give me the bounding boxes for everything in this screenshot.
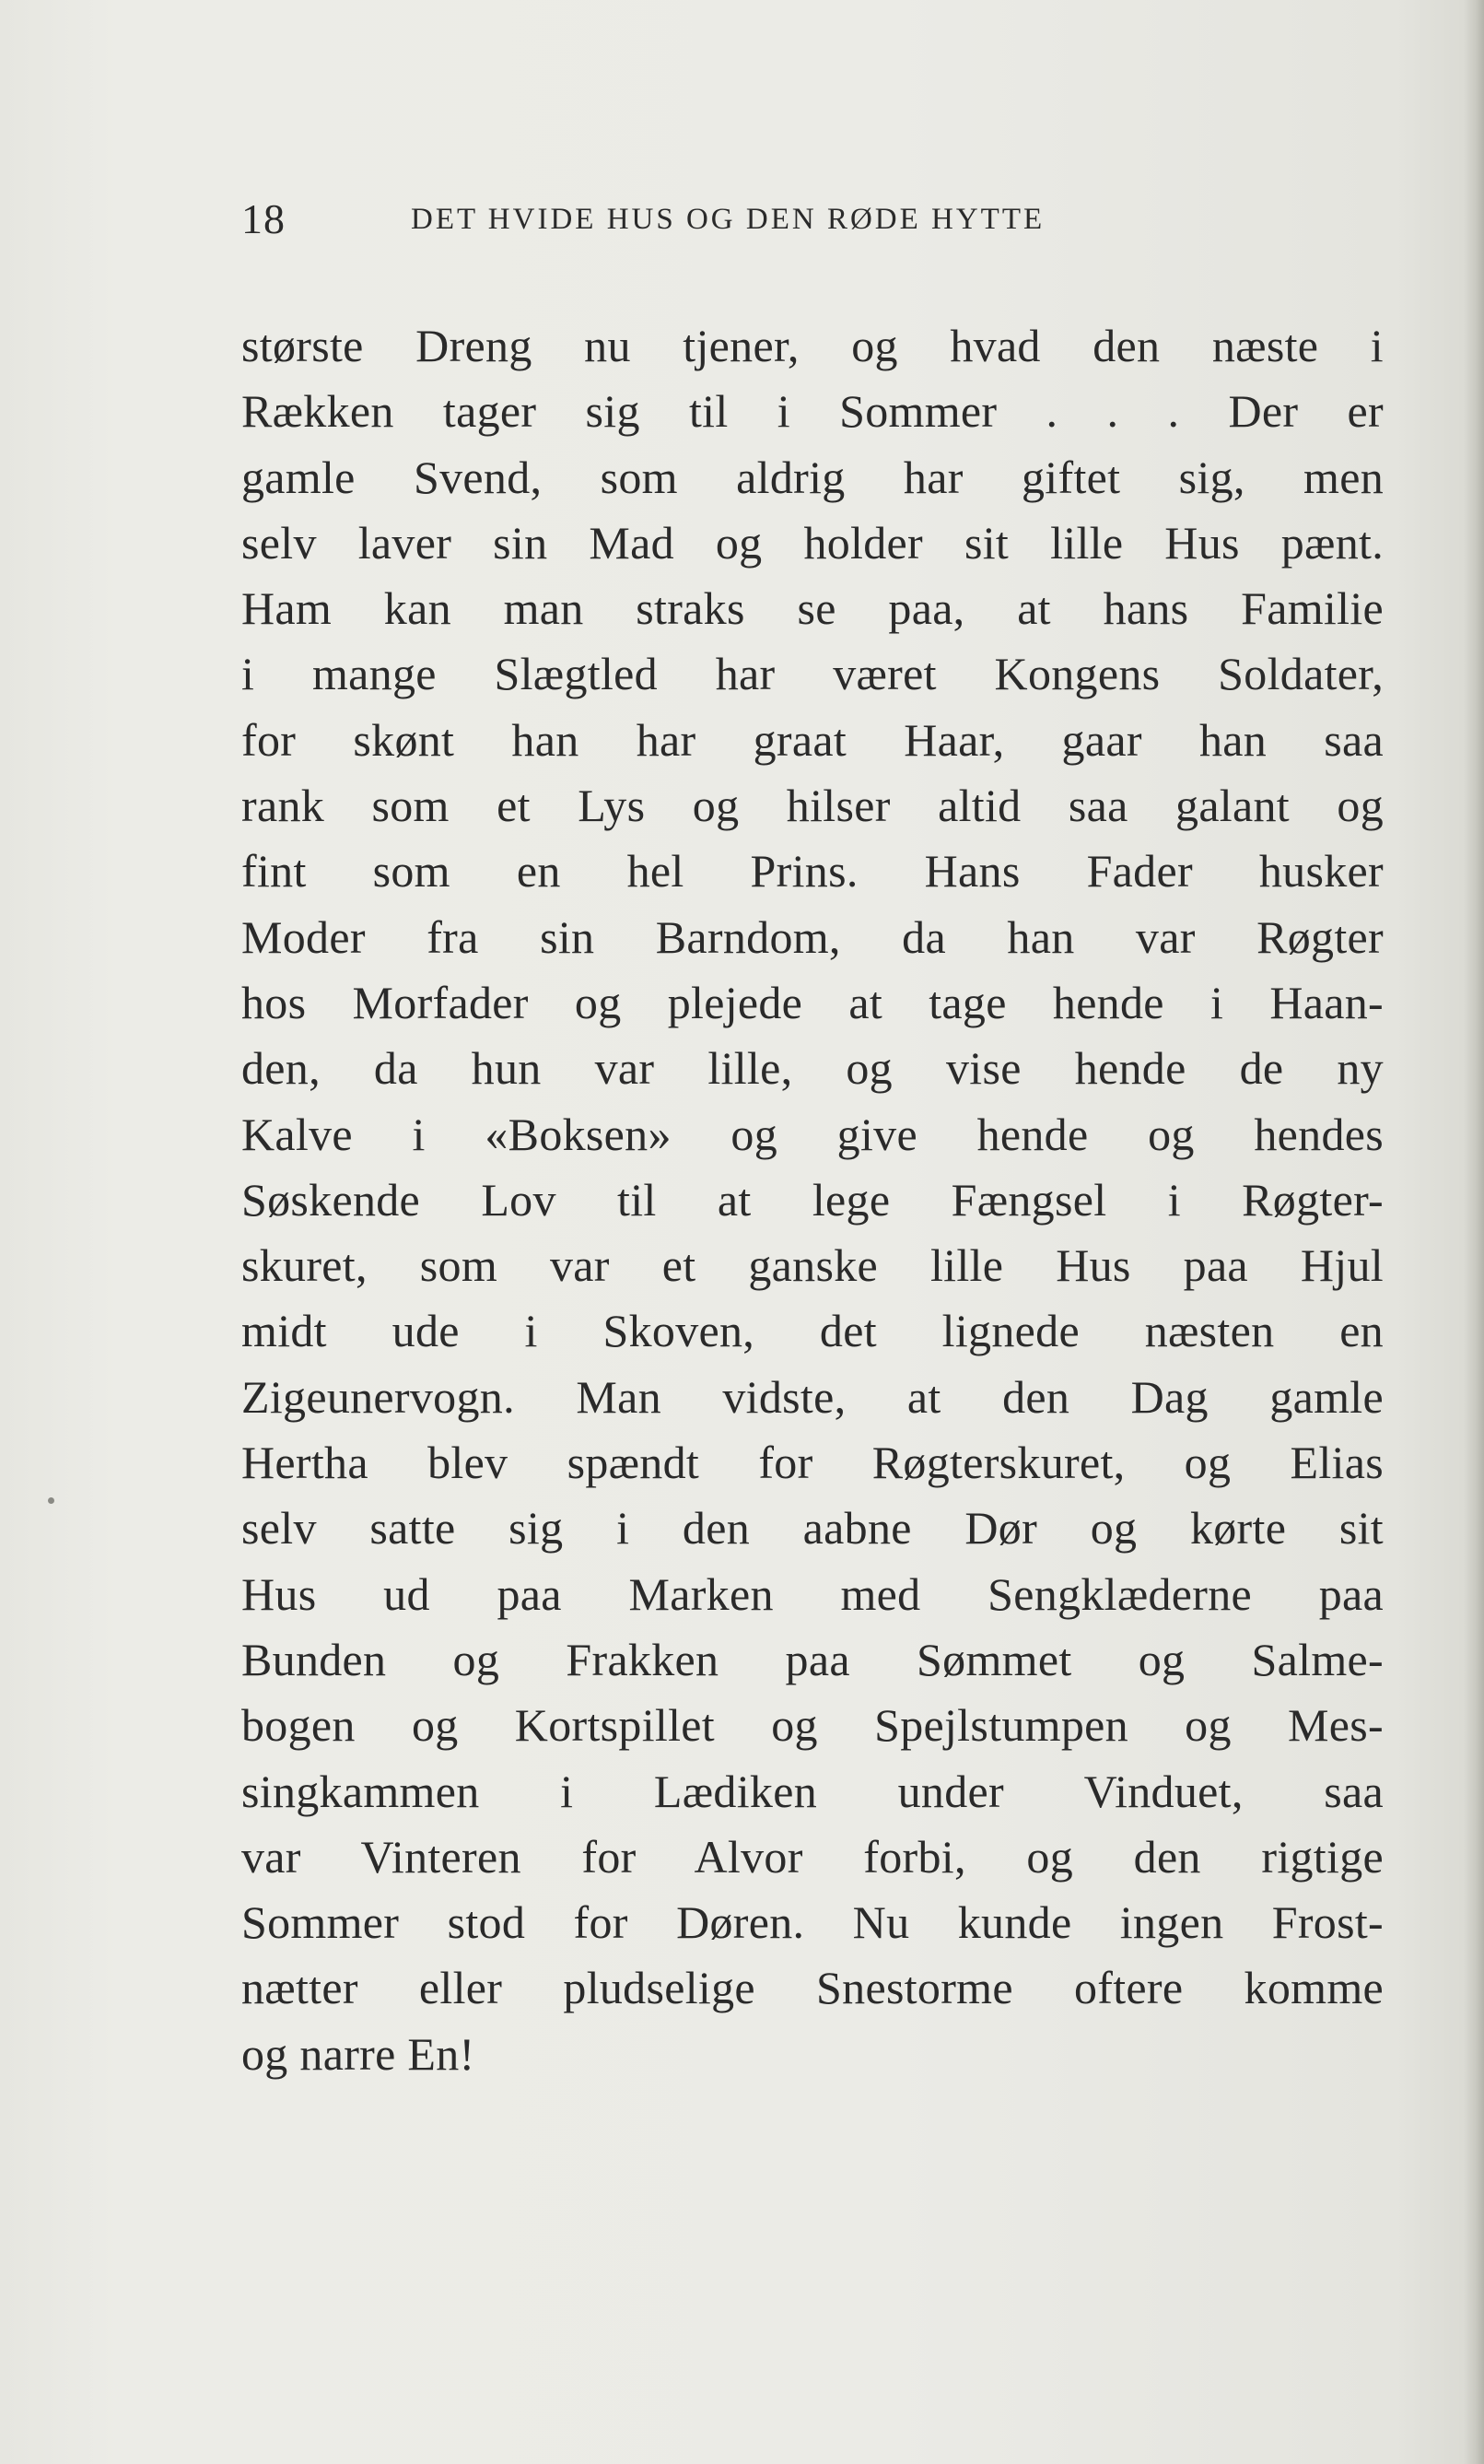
page-number: 18 [241, 195, 286, 242]
text-line: i mange Slægtled har været Kongens Soldater, [241, 648, 1384, 700]
text-line: bogen og Kortspillet og Spejlstumpen og Mes- [241, 1699, 1384, 1752]
text-line: nætter eller pludselige Snestorme oftere komme [241, 1962, 1384, 2014]
text-line: Bunden og Frakken paa Sømmet og Salme- [241, 1633, 1384, 1685]
text-line: Søskende Lov til at lege Fængsel i Røgter- [241, 1173, 1384, 1226]
text-line: for skønt han har graat Haar, gaar han saa [241, 713, 1384, 766]
print-speck [48, 1497, 54, 1504]
text-line: singkammen i Lædiken under Vinduet, saa [241, 1765, 1384, 1817]
text-line: Moder fra sin Barndom, da han var Røgter [241, 910, 1384, 963]
text-line: Sommer stod for Døren. Nu kunde ingen Frost- [241, 1896, 1384, 1949]
text-line: gamle Svend, som aldrig har giftet sig, men [241, 451, 1384, 503]
text-line: Hus ud paa Marken med Sengklæderne paa [241, 1567, 1384, 1620]
body-paragraph [241, 313, 1384, 2087]
text-line: selv laver sin Mad og holder sit lille Hus pænt. [241, 516, 1384, 569]
text-line: den, da hun var lille, og vise hende de ny [241, 1042, 1384, 1095]
text-line: fint som en hel Prins. Hans Fader husker [241, 845, 1384, 898]
text-line: Ham kan man straks se paa, at hans Familie [241, 582, 1384, 635]
text-line: rank som et Lys og hilser altid saa galant og [241, 780, 1384, 832]
text-line: største Dreng nu tjener, og hvad den næste i [241, 320, 1384, 371]
text-line: Kalve i «Boksen» og give hende og hendes [241, 1108, 1384, 1160]
text-line: midt ude i Skoven, det lignede næsten en [241, 1305, 1384, 1357]
text-line: Zigeunervogn. Man vidste, at den Dag gamle [241, 1370, 1384, 1423]
text-line-last: og narre En! [241, 2027, 475, 2080]
running-title: DET HVIDE HUS OG DEN RØDE HYTTE [411, 203, 1046, 236]
text-line: hos Morfader og plejede at tage hende i Haan- [241, 976, 1384, 1028]
text-line: Rækken tager sig til i Sommer . . . Der er [241, 385, 1384, 438]
text-line: selv satte sig i den aabne Dør og kørte sit [241, 1502, 1384, 1555]
text-line: Hertha blev spændt for Røgterskuret, og Elias [241, 1437, 1384, 1489]
text-line: var Vinteren for Alvor forbi, og den rigtige [241, 1830, 1384, 1883]
text-line: skuret, som var et ganske lille Hus paa Hjul [241, 1239, 1384, 1292]
page-edge-shadow [1464, 0, 1484, 2464]
running-head [241, 194, 1209, 245]
